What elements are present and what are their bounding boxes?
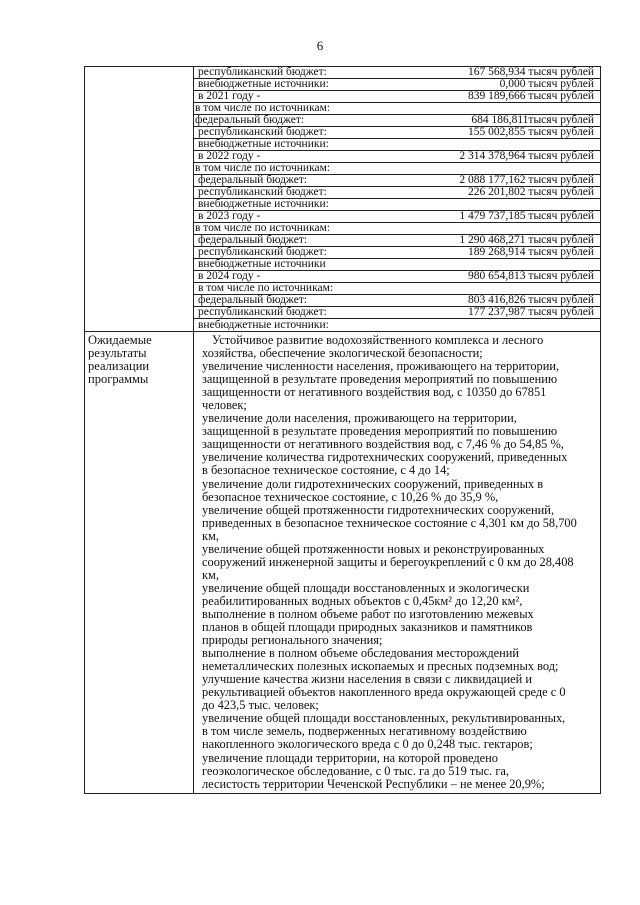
result-line: увеличение доли населения, проживающего на территории,: [202, 411, 517, 426]
finance-row-label: в 2024 году -: [198, 271, 261, 282]
finance-row-value: 2 088 177,162 тысяч рублей: [459, 175, 594, 186]
result-line: лесистость территории Чеченской Республики – не менее 20,9%;: [202, 776, 545, 791]
finance-rows: [194, 67, 600, 331]
results-label-cell: [85, 332, 194, 794]
finance-row: [194, 307, 600, 319]
finance-row-label: в том числе по источникам:: [195, 103, 331, 114]
finance-row-label: внебюджетные источники:: [198, 79, 329, 90]
finance-row: [194, 151, 600, 163]
finance-label-cell: [85, 67, 194, 332]
finance-cell: [194, 67, 601, 332]
finance-row-value: 803 416,826 тысяч рублей: [468, 295, 594, 306]
finance-row-value: 839 189,666 тысяч рублей: [468, 91, 594, 102]
finance-row-label: федеральный бюджет:: [195, 115, 305, 126]
finance-row-label: внебюджетные источники:: [198, 139, 329, 150]
result-line: рекультивацией объектов накопленного вреда окружающей среде с 0: [202, 685, 566, 700]
finance-row: [194, 295, 600, 307]
result-line: геоэкологическое обследование, с 0 тыс. га до 519 тыс. га,: [202, 763, 510, 778]
finance-row-label: республиканский бюджет:: [198, 127, 327, 138]
finance-row-value: 1 479 737,185 тысяч рублей: [459, 211, 594, 222]
finance-row-label: в 2021 году -: [198, 91, 261, 102]
result-line: до 423,5 тыс. человек;: [202, 698, 319, 713]
finance-row-label: республиканский бюджет:: [198, 187, 327, 198]
result-line: увеличение общей площади восстановленных, рекультивированных,: [202, 711, 566, 726]
finance-row: [194, 247, 600, 259]
finance-row: [194, 211, 600, 223]
result-line: приведенных в безопасное техническое состояние с 4,301 км до 58,700: [202, 515, 577, 530]
finance-row: [194, 199, 600, 211]
results-table-row: [85, 332, 601, 794]
result-line: сооружений инженерной защиты и берегоукреплений с 0 км до 28,408: [202, 554, 574, 569]
finance-row-value: 1 290 468,271 тысяч рублей: [459, 235, 594, 246]
results-cell: [194, 332, 601, 794]
finance-row-label: внебюджетные источники:: [198, 199, 329, 210]
result-line: Устойчивое развитие водохозяйственного комплекса и лесного: [212, 333, 544, 347]
result-line: безопасное техническое состояние, с 10,26 % до 35,9 %,: [202, 489, 499, 504]
finance-row-label: республиканский бюджет:: [198, 247, 327, 258]
finance-row-value: 177 237,987 тысяч рублей: [468, 307, 594, 318]
finance-row-label: в 2023 году -: [198, 211, 261, 222]
page-number: 6: [316, 38, 324, 53]
finance-row-label: республиканский бюджет:: [198, 67, 327, 78]
result-line: накопленного экологического вреда с 0 до 0,248 тыс. гектаров;: [202, 737, 533, 752]
result-line: человек;: [202, 398, 247, 413]
finance-row: [194, 91, 600, 103]
finance-row: [194, 163, 600, 175]
finance-row-value: 980 654,813 тысяч рублей: [468, 271, 594, 282]
finance-row: [194, 259, 600, 271]
result-line: км,: [202, 567, 219, 582]
result-line: выполнение в полном объеме обследования месторождений: [202, 646, 520, 661]
program-results-label: Ожидаемые результаты реализации программы: [88, 333, 152, 386]
finance-row: [194, 319, 600, 331]
result-line: защищенной в результате проведения мероприятий по повышению: [202, 424, 558, 439]
finance-row-value: 189 268,914 тысяч рублей: [468, 247, 594, 258]
finance-row: [194, 271, 600, 283]
finance-row: [194, 127, 600, 139]
finance-row-value: 226 201,802 тысяч рублей: [468, 187, 594, 198]
finance-row-value: 0,000 тысяч рублей: [499, 79, 594, 90]
finance-row-label: в том числе по источникам:: [195, 163, 331, 174]
finance-row-value: 155 002,855 тысяч рублей: [468, 127, 594, 138]
finance-row: [194, 175, 600, 187]
finance-row: [194, 139, 600, 151]
result-line: в безопасное техническое состояние, с 4 до 14;: [202, 463, 450, 478]
finance-row-label: в том числе по источникам:: [195, 223, 331, 234]
passport-table: [84, 66, 601, 794]
finance-row: [194, 223, 600, 235]
result-line: увеличение площади территории, на которой проведено: [202, 750, 498, 765]
result-line: защищенности от негативного воздействия вод, с 10350 до 67851: [202, 385, 547, 400]
finance-row-label: федеральный бюджет:: [198, 175, 308, 186]
finance-row-label: федеральный бюджет:: [198, 235, 308, 246]
finance-row: [194, 67, 600, 79]
finance-row-label: внебюджетные источники:: [198, 319, 329, 331]
result-line: увеличение общей протяженности новых и реконструированных: [202, 541, 545, 556]
finance-row-label: республиканский бюджет:: [198, 307, 327, 318]
finance-row: [194, 103, 600, 115]
result-line: защищенности от негативного воздействия вод, с 7,46 % до 54,85 %,: [202, 437, 564, 452]
result-line: выполнение в полном объеме работ по изготовлению межевых: [202, 606, 534, 621]
result-line: защищенной в результате проведения мероприятий по повышению: [202, 372, 558, 387]
finance-row: [194, 235, 600, 247]
result-line: реабилитированных водных объектов с 0,45км² до 12,20 км²,: [202, 593, 523, 608]
result-line: увеличение доли гидротехнических сооружений, приведенных в: [202, 476, 544, 491]
result-line: увеличение общей протяженности гидротехнических сооружений,: [202, 502, 555, 517]
finance-row-value: 2 314 378,964 тысяч рублей: [459, 151, 594, 162]
result-line: увеличение численности населения, проживающего на территории,: [202, 359, 560, 374]
finance-row-label: федеральный бюджет:: [198, 295, 308, 306]
finance-row: [194, 187, 600, 199]
finance-row-value: 167 568,934 тысяч рублей: [468, 67, 594, 78]
finance-row-label: в 2022 году -: [198, 151, 261, 162]
result-line: неметаллических полезных ископаемых и пресных подземных вод;: [202, 659, 559, 674]
result-line: планов в общей площади природных заказников и памятников: [202, 620, 533, 635]
finance-row: [194, 79, 600, 91]
finance-row: [194, 283, 600, 295]
result-line: км,: [202, 528, 219, 543]
finance-row: [194, 115, 600, 127]
result-line: природы регионального значения;: [202, 633, 383, 648]
result-line: увеличение количества гидротехнических сооружений, приведенных: [202, 450, 568, 465]
result-line: увеличение общей площади восстановленных и экологически: [202, 580, 530, 595]
finance-row-label: внебюджетные источники: [198, 259, 326, 270]
finance-table-row: [85, 67, 601, 332]
expected-results-text: [194, 332, 600, 793]
finance-row-label: в том числе по источникам:: [198, 283, 334, 294]
finance-row-value: 684 186,811тысяч рублей: [471, 115, 594, 126]
result-line: в том числе земель, подверженных негативному воздействию: [202, 724, 527, 739]
result-line: улучшение качества жизни населения в связи с ликвидацией и: [202, 672, 532, 687]
result-line: хозяйства, обеспечение экологической безопасности;: [202, 346, 483, 361]
